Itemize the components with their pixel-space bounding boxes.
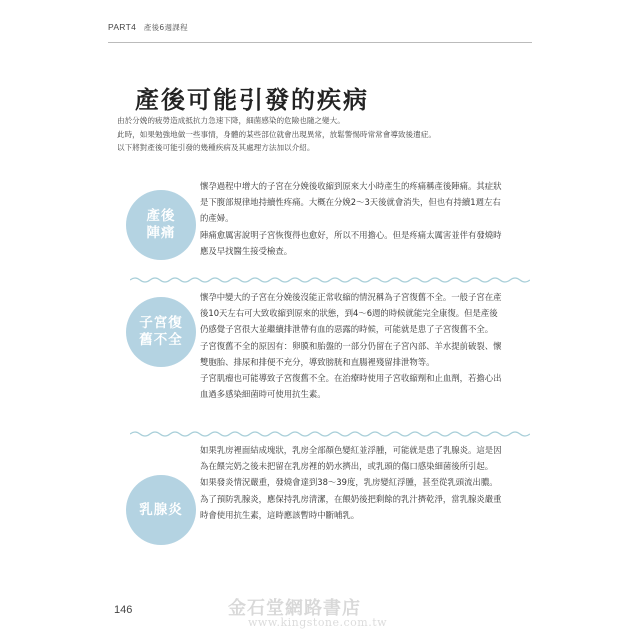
section-mastitis [200,442,505,523]
header-rule [108,42,532,43]
wave-divider [130,276,530,284]
paragraph: 如果發炎情況嚴重，發燒會達到38～39度，乳房變紅浮腫，甚至從乳頭流出膿。為了預防乳腺炎，應保持乳房清潔，在餵奶後把剩餘的乳汁擠乾淨，當乳腺炎嚴重時會使用抗生素，這時應該暫時中斷哺乳。 [200,477,502,520]
intro-line: 以下將對產後可能引發的幾種疾病及其處理方法加以介紹。 [117,143,315,152]
page-title: 產後可能引發的疾病 [135,86,369,114]
badge-mastitis [126,475,196,545]
paragraph: 懷孕中變大的子宮在分娩後沒能正常收縮的情況稱為子宮復舊不全。一般子宮在產後10天左右可大致收縮到原來的狀態，到4～6週的時候就能完全康復。但是產後仍感覺子宮很大並繼續排泄帶有血的惡露的時候，可能就是患了子宮復舊不全。 [200,292,502,335]
badge-text: 陣痛 [146,225,176,241]
intro-text [117,114,527,155]
paragraph: 陣痛愈厲害說明子宮恢復得也愈好，所以不用擔心。但是疼痛太厲害並伴有發燒時應及早找醫生接受檢查。 [200,229,502,256]
watermark-url: www.kingstone.com.tw [248,616,388,629]
badge-text: 產後 [146,208,176,224]
wave-line [130,432,530,436]
badge-text: 乳腺炎 [139,501,183,518]
intro-line: 由於分娩的疲勞造成抵抗力急速下降，細菌感染的危險也隨之變大。 [117,116,345,125]
paragraph: 子宮復舊不全的原因有：卵膜和胎盤的一部分仍留在子宮內部、羊水提前破裂、懷雙胞胎、排尿和排便不充分，導致膀胱和直腸裡殘留排泄物等。 [200,340,502,367]
watermark: 金石堂網路書店 [228,598,361,619]
badge-text: 子宮復 [139,315,183,331]
paragraph: 懷孕過程中增大的子宮在分娩後收縮到原來大小時產生的疼痛稱產後陣痛。其症狀是下腹部規律地持續性疼痛。大概在分娩2～3天後就會消失，但也有持續1週左右的產婦。 [200,181,502,224]
badge-text: 舊不全 [139,332,183,348]
wave-line [130,278,530,282]
paragraph: 子宮肌瘤也可能導致子宮復舊不全。在治療時使用子宮收縮劑和止血劑，若擔心出血過多感染細菌時可使用抗生素。 [200,373,502,400]
wave-divider [130,430,530,438]
paragraph: 如果乳房裡面結成塊狀，乳房全部顏色變紅並浮腫，可能就是患了乳腺炎。這是因為在餵完奶之後未把留在乳房裡的奶水擠出，或乳頭的傷口感染細菌後所引起。 [200,445,502,472]
page-number: 146 [114,604,133,616]
intro-line: 此時，如果勉強地做一些事情，身體的某些部位就會出現異常，放鬆警惕時常常會導致後遺症。 [117,129,436,139]
section-postpartum-pain [200,178,505,259]
part-label: PART4 [108,22,137,32]
section-uterine-subinvolution [200,289,505,402]
badge-uterine-subinvolution [126,297,196,367]
running-header [108,22,188,33]
badge-postpartum-pain [126,190,196,260]
chapter-label: 產後6週課程 [143,23,188,32]
